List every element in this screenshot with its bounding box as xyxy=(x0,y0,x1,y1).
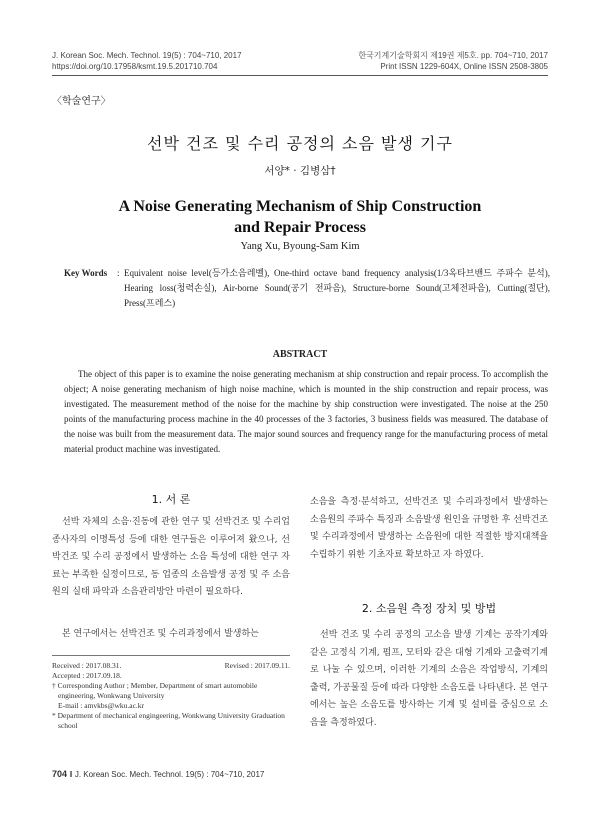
header-issn: Print ISSN 1229-604X, Online ISSN 2508-3805 xyxy=(380,62,548,71)
keywords-text: Equivalent noise level(등가소음레벨), One-third octave band frequency analysis(1/3옥타브밴드 주파수 분석), Hearing loss(청력손실), Air-borne Sound(공기 전파음), Structure-borne Sound(고체전파음), Cutting(절단), Press(프레스) xyxy=(124,268,550,308)
corresponding-author: † Corresponding Author ; Member, Department of smart automobile engineering, Wonkwang University xyxy=(52,681,258,700)
header-rule xyxy=(52,75,548,76)
title-korean: 선박 건조 및 수리 공정의 소음 발생 기구 xyxy=(147,134,453,153)
section1-para2: 본 연구에서는 선박건조 및 수리과정에서 발생하는 xyxy=(62,629,259,639)
section1-heading: 1. 서 론 xyxy=(151,493,191,506)
page-number: 704 xyxy=(52,769,68,779)
header-citation: J. Korean Soc. Mech. Technol. 19(5) : 704~710, 2017 xyxy=(52,51,242,60)
header-journal-kr: 한국기계기술학회지 제19권 제5호. pp. 704~710, 2017 xyxy=(358,51,548,60)
authors-korean: 서양* · 김병삼† xyxy=(264,165,336,177)
author-email[interactable]: E-mail : amvkbs@wku.ac.kr xyxy=(58,701,145,710)
footnotes xyxy=(52,661,290,731)
title-english-line1: A Noise Generating Mechanism of Ship Construction xyxy=(118,198,482,215)
abstract-heading: ABSTRACT xyxy=(272,349,328,360)
title-english xyxy=(0,196,600,238)
footnote-dates xyxy=(52,661,290,671)
keywords-label: Key Words xyxy=(64,268,108,278)
accepted-date: Accepted : 2017.09.18. xyxy=(52,671,122,680)
footer-journal: J. Korean Soc. Mech. Technol. 19(5) : 704~710, 2017 xyxy=(74,770,265,779)
section1-para1: 선박 자체의 소음·진동에 관한 연구 및 선박건조 및 수리업 종사자의 이명특성 등에 대한 연구들은 이루어져 왔으나, 선박건조 및 수리 공정에서 발생하는 소음 특성에 대한 연구 자료는 부족한 실정이므로, 동 업종의 소음발생 공정 및 주 소음원의 실태 파악과 소음관리방안 마련이 필요하다. xyxy=(52,517,290,597)
received-date: Received : 2017.08.31. xyxy=(52,661,122,670)
footer-separator: ‖ xyxy=(69,770,73,779)
author-affiliation: * Department of mechanical engingeering, Wonkwang University Graduation school xyxy=(52,711,285,730)
revised-date: Revised : 2017.09.11. xyxy=(224,661,290,670)
right-col-continuation: 소음을 측정·분석하고, 선박건조 및 수리과정에서 발생하는 소음원의 주파수 특징과 소음발생 원인을 규명한 후 선박건조 및 수리과정에서 발생하는 소음원에 대한 적절한 방지대책을 수립하기 위한 기초자료 확보하고 자 하였다. xyxy=(310,497,548,560)
keywords-colon: : xyxy=(117,268,120,278)
authors-english: Yang Xu, Byoung-Sam Kim xyxy=(240,241,360,252)
footnote-rule xyxy=(52,655,290,656)
header-doi[interactable]: https://doi.org/10.17958/ksmt.19.5.201710.704 xyxy=(52,62,218,71)
keywords-block xyxy=(64,266,550,311)
abstract-text: The object of this paper is to examine the noise generating mechanism at ship construction and repair process. To accomplish the object; A noise generating mechanism of high noise machine, which is mounted in the ship construction and repair process, was investigated. The measurement method of the noise for the machine by ship construction were investigated. The noise at the 250 points of the manufacturing process machine in the 40 processes of the 3 factories, 3 business fields was measured. The database of the noise was built from the measurement data. The major sound sources and frequency range for the manufacturing process of metal material product machine was investigated. xyxy=(64,369,548,454)
article-type: 〈학술연구〉 xyxy=(52,96,111,107)
title-english-line2: and Repair Process xyxy=(234,219,366,236)
section2-heading: 2. 소음원 측정 장치 및 방법 xyxy=(361,602,497,615)
footer xyxy=(52,769,264,779)
section2-para: 선박 건조 및 수리 공정의 고소음 발생 기계는 공작기계와 같은 고정식 기계, 펌프, 모터와 같은 대형 기계와 고출력기계로 나눌 수 있으며, 이러한 기계의 소음은 작업방식, 기계의 출력, 가공물질 등에 따라 다양한 소음도를 나타낸다. 본 연구에서는 높은 소음도를 방사하는 기계 및 설비를 중심으로 소음을 측정하였다. xyxy=(310,630,548,728)
